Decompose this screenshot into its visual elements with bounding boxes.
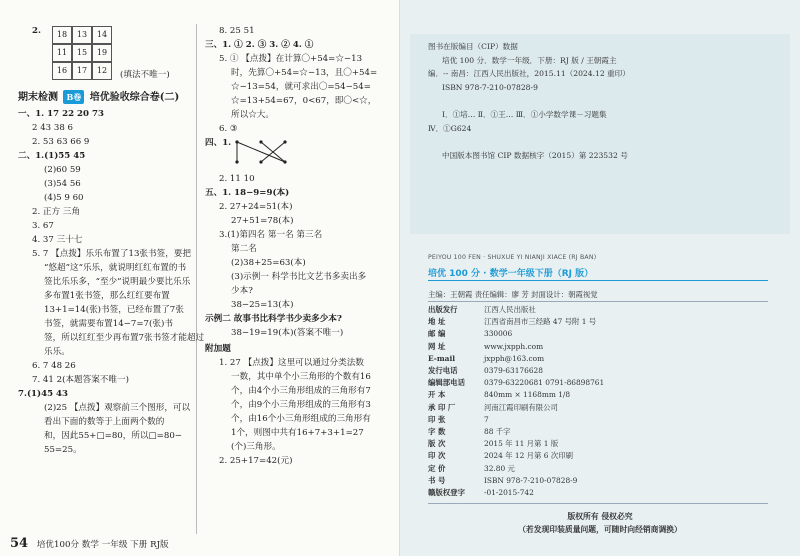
spec-key: 出版发行	[428, 305, 458, 314]
spec-value: 7	[484, 414, 489, 424]
answer-line: 三、1. ① 2. ③ 3. ② 4. ①	[205, 40, 314, 50]
cip-line	[428, 135, 778, 149]
answer-line: 签比乐乐多，“至少”说明最少要比乐乐	[44, 277, 191, 287]
figure-label: 四、1.	[205, 138, 232, 148]
answer-line: 示例二 故事书比科学书少卖多少本?	[205, 314, 342, 324]
answer-line: (2)38+25=63(本)	[231, 258, 306, 268]
spec-value: 88 千字	[484, 427, 511, 437]
answer-lines	[205, 356, 395, 468]
answer-line: 所以☆大。	[231, 110, 274, 120]
answer-line: 2. 27+24=51(本)	[219, 202, 293, 212]
cip-line: Ⅳ．①G624	[428, 123, 472, 133]
grid-cell: 16	[52, 62, 72, 80]
spec-value: 2015 年 11 月第 1 版	[484, 439, 559, 449]
answer-line: 第二名	[231, 244, 257, 254]
spec-value: 0379-63220681 0791-86898761	[484, 378, 605, 388]
book-pinyin-title: PEIYOU 100 FEN · SHUXUE YI NIANJI XIACE (RJ BAN)	[428, 254, 597, 261]
spec-row	[428, 414, 604, 426]
answer-line: 签，所以红红至少再布置7张书签才能超过	[44, 333, 205, 343]
answer-line: 1. 27 【点拨】这里可以通过分类法数	[219, 358, 364, 368]
spec-key: 版 次	[428, 439, 446, 449]
answer-line: 7. 41 2(本题答案不唯一)	[32, 375, 129, 385]
cip-line: 中国版本图书馆 CIP 数据核字（2015）第 223532 号	[442, 150, 628, 160]
answer-line: 时，先算〇+54=☆−13，且〇+54=	[231, 68, 378, 78]
spec-row	[428, 389, 604, 401]
cip-line: 编．-- 南昌：江西人民出版社，2015.11（2024.12 重印）	[428, 69, 630, 79]
title-rule	[428, 280, 768, 281]
spec-row	[428, 316, 604, 328]
section-title	[18, 90, 188, 105]
grid-cell: 18	[52, 26, 72, 44]
spec-row	[428, 426, 604, 438]
grid-cell: 11	[52, 44, 72, 62]
answer-column-1	[18, 24, 205, 457]
spec-key: 承 印 厂	[428, 402, 456, 412]
book-title: 培优 100 分 · 数学一年级下册（RJ 版）	[428, 269, 594, 279]
grid-answer	[18, 24, 188, 84]
answer-line: 2. 正方 三角	[32, 207, 81, 217]
answer-lines	[18, 107, 205, 457]
spec-row	[428, 377, 604, 389]
answer-line: 5. 7 【点拨】乐乐布置了13张书签，要把	[32, 249, 191, 259]
publication-specs	[428, 304, 604, 499]
answer-line: 看出下面的数等于上面两个数的	[44, 417, 165, 427]
spec-value: 330006	[484, 329, 513, 339]
answer-line: 6. ③	[219, 124, 238, 134]
spec-key: 邮 编	[428, 329, 446, 339]
answer-line: 2 43 38 6	[32, 123, 74, 133]
copyright-line: 版权所有 侵权必究	[567, 512, 633, 521]
answer-line: 7.(1)45 43	[18, 389, 68, 399]
answer-line: 38−19=19(本)(答案不唯一)	[231, 328, 344, 338]
answer-line: 1个，则图中共有16+7+3+1=27	[231, 428, 364, 438]
copyright-line: （若发现印装质量问题，可随时向经销商调换）	[518, 525, 682, 534]
answer-line: 8. 25 51	[219, 26, 255, 36]
book-credits: 主编：王朝霞 责任编辑：廖 芳 封面设计：朝霞视觉	[428, 290, 598, 299]
answer-line: 个，由9个小三角形组成的三角形有3	[231, 400, 371, 410]
answer-line: 5. ① 【点拨】在计算〇+54=☆−13	[219, 54, 363, 64]
answer-line: 书签，就需要布置14−7=7(张)书	[44, 319, 173, 329]
cip-line	[428, 94, 778, 108]
answer-line: 38−25=13(本)	[231, 300, 294, 310]
answer-line: (个)三角形。	[231, 442, 281, 452]
spec-row	[428, 487, 604, 499]
spec-value: 河南江霞印刷有限公司	[484, 402, 558, 412]
answer-line: 3.(1)第四名 第一名 第三名	[219, 230, 323, 240]
grid-cell: 15	[72, 44, 92, 62]
answer-line: 和，因此55+□=80，所以□=80−	[44, 431, 183, 441]
cip-line: ISBN 978-7-210-07828-9	[442, 82, 538, 92]
answer-line: 一数，其中单个小三角形的个数有16	[231, 372, 371, 382]
spec-key: 赣版权登字	[428, 488, 465, 498]
spec-key: 字 数	[428, 427, 446, 437]
answer-line: “悠超”这“乐乐，就说明红红布置的书	[44, 263, 187, 273]
credits-rule	[428, 301, 768, 302]
answer-line: 55=25。	[44, 445, 82, 455]
spec-value: 840mm × 1168mm 1/8	[484, 390, 571, 400]
matching-lines-figure	[231, 136, 301, 168]
spec-value: -01-2015-742	[484, 488, 534, 498]
page-number: 54	[10, 536, 29, 551]
section-title-pre: 期末检测	[18, 92, 58, 103]
matching-figure	[205, 136, 395, 172]
answer-line: 多布置1张书签，那么红红要布置	[44, 291, 170, 301]
spec-value: ISBN 978-7-210-07828-9	[484, 475, 578, 485]
spec-key: 编辑部电话	[428, 378, 465, 388]
copyright-notice	[400, 510, 800, 536]
spec-row	[428, 402, 604, 414]
answer-line: 个，由4个小三角形组成的三角形有7	[231, 386, 371, 396]
spec-value: www.jxpph.com	[484, 341, 544, 351]
grid-cell: 13	[72, 26, 92, 44]
answer-line: ☆−13=54，就可求出〇=54−54=	[231, 82, 371, 92]
answer-line: 4. 37 三十七	[32, 235, 83, 245]
spec-key: E-mail	[428, 353, 456, 363]
cip-data	[428, 40, 778, 162]
spec-row	[428, 328, 604, 340]
section-badge: B卷	[63, 90, 84, 104]
answer-line: 二、1.(1)55 45	[18, 151, 86, 161]
answer-line: (3)54 56	[44, 179, 81, 189]
spec-key: 地 址	[428, 317, 446, 327]
answer-line: 6. 7 48 26	[32, 361, 76, 371]
answer-line: 2. 11 10	[219, 174, 255, 184]
answer-line: (2)25 【点拨】观察前三个图形，可以	[44, 403, 191, 413]
spec-row	[428, 341, 604, 353]
spec-key: 发行电话	[428, 366, 458, 376]
spec-value: 江西省南昌市三经路 47 号附 1 号	[484, 317, 597, 327]
answer-lines	[205, 24, 395, 136]
spec-row	[428, 438, 604, 450]
footer-text: 培优100分 数学 一年级 下册 RJ版	[36, 540, 169, 550]
answer-line: 2. 53 63 66 9	[32, 137, 90, 147]
answer-line: (4)5 9 60	[44, 193, 84, 203]
answer-line: ☆=13+54=67，0<67，即〇<☆，	[231, 96, 377, 106]
spec-key: 印 张	[428, 414, 446, 424]
appendix-title: 附加题	[205, 344, 231, 354]
answer-line: 个，由16个小三角形组成的三角形有	[231, 414, 371, 424]
grid-cell: 14	[92, 26, 112, 44]
answer-column-2	[205, 24, 395, 468]
spec-row	[428, 463, 604, 475]
spec-value: jxpph@163.com	[484, 353, 545, 363]
grid-answer-number: 2.	[32, 26, 41, 36]
spec-value: 2024 年 12 月第 6 次印刷	[484, 451, 574, 461]
spec-row	[428, 353, 604, 365]
answer-line: 2. 25+17=42(元)	[219, 456, 293, 466]
page-footer	[10, 536, 169, 551]
spec-key: 网 址	[428, 341, 446, 351]
spec-value: 江西人民出版社	[484, 305, 536, 314]
spec-row	[428, 365, 604, 377]
answer-line: 一、1. 17 22 20 73	[18, 109, 104, 119]
spec-key: 印 次	[428, 451, 446, 461]
answer-line: (3)示例一 科学书比文艺书多卖出多	[231, 272, 367, 282]
spec-key: 书 号	[428, 475, 446, 485]
answer-line: 少本?	[231, 286, 253, 296]
right-page	[400, 0, 800, 556]
spec-key: 定 价	[428, 463, 446, 473]
spec-value: 32.80 元	[484, 463, 515, 473]
number-grid	[52, 26, 112, 80]
column-divider	[196, 24, 197, 534]
grid-note: (填法不唯一)	[120, 70, 170, 80]
grid-cell: 12	[92, 62, 112, 80]
spec-row	[428, 450, 604, 462]
section-title-post: 培优验收综合卷(二)	[89, 92, 180, 103]
specs-rule	[428, 503, 768, 504]
answer-line: 27+51=78(本)	[231, 216, 294, 226]
spec-value: 0379-63176628	[484, 366, 543, 376]
spec-row	[428, 475, 604, 487]
cip-line: Ⅰ．①培… Ⅱ．①王… Ⅲ．①小学数学课－习题集	[442, 109, 607, 119]
answer-line: 13+1=14(张)书签，已经布置了7张	[44, 305, 184, 315]
answer-line: 五、1. 18−9=9(本)	[205, 188, 290, 198]
spec-key: 开 本	[428, 390, 446, 400]
answer-line: 乐乐。	[44, 347, 70, 357]
answer-line: (2)60 59	[44, 165, 81, 175]
spec-row	[428, 304, 604, 316]
cip-line: 图书在版编目（CIP）数据	[428, 42, 518, 51]
answer-line: 3. 67	[32, 221, 54, 231]
grid-cell: 19	[92, 44, 112, 62]
answer-lines	[205, 172, 395, 340]
grid-cell: 17	[72, 62, 92, 80]
cip-line: 培优 100 分．数学一年级．下册：RJ 版 / 王朝霞主	[442, 55, 617, 65]
